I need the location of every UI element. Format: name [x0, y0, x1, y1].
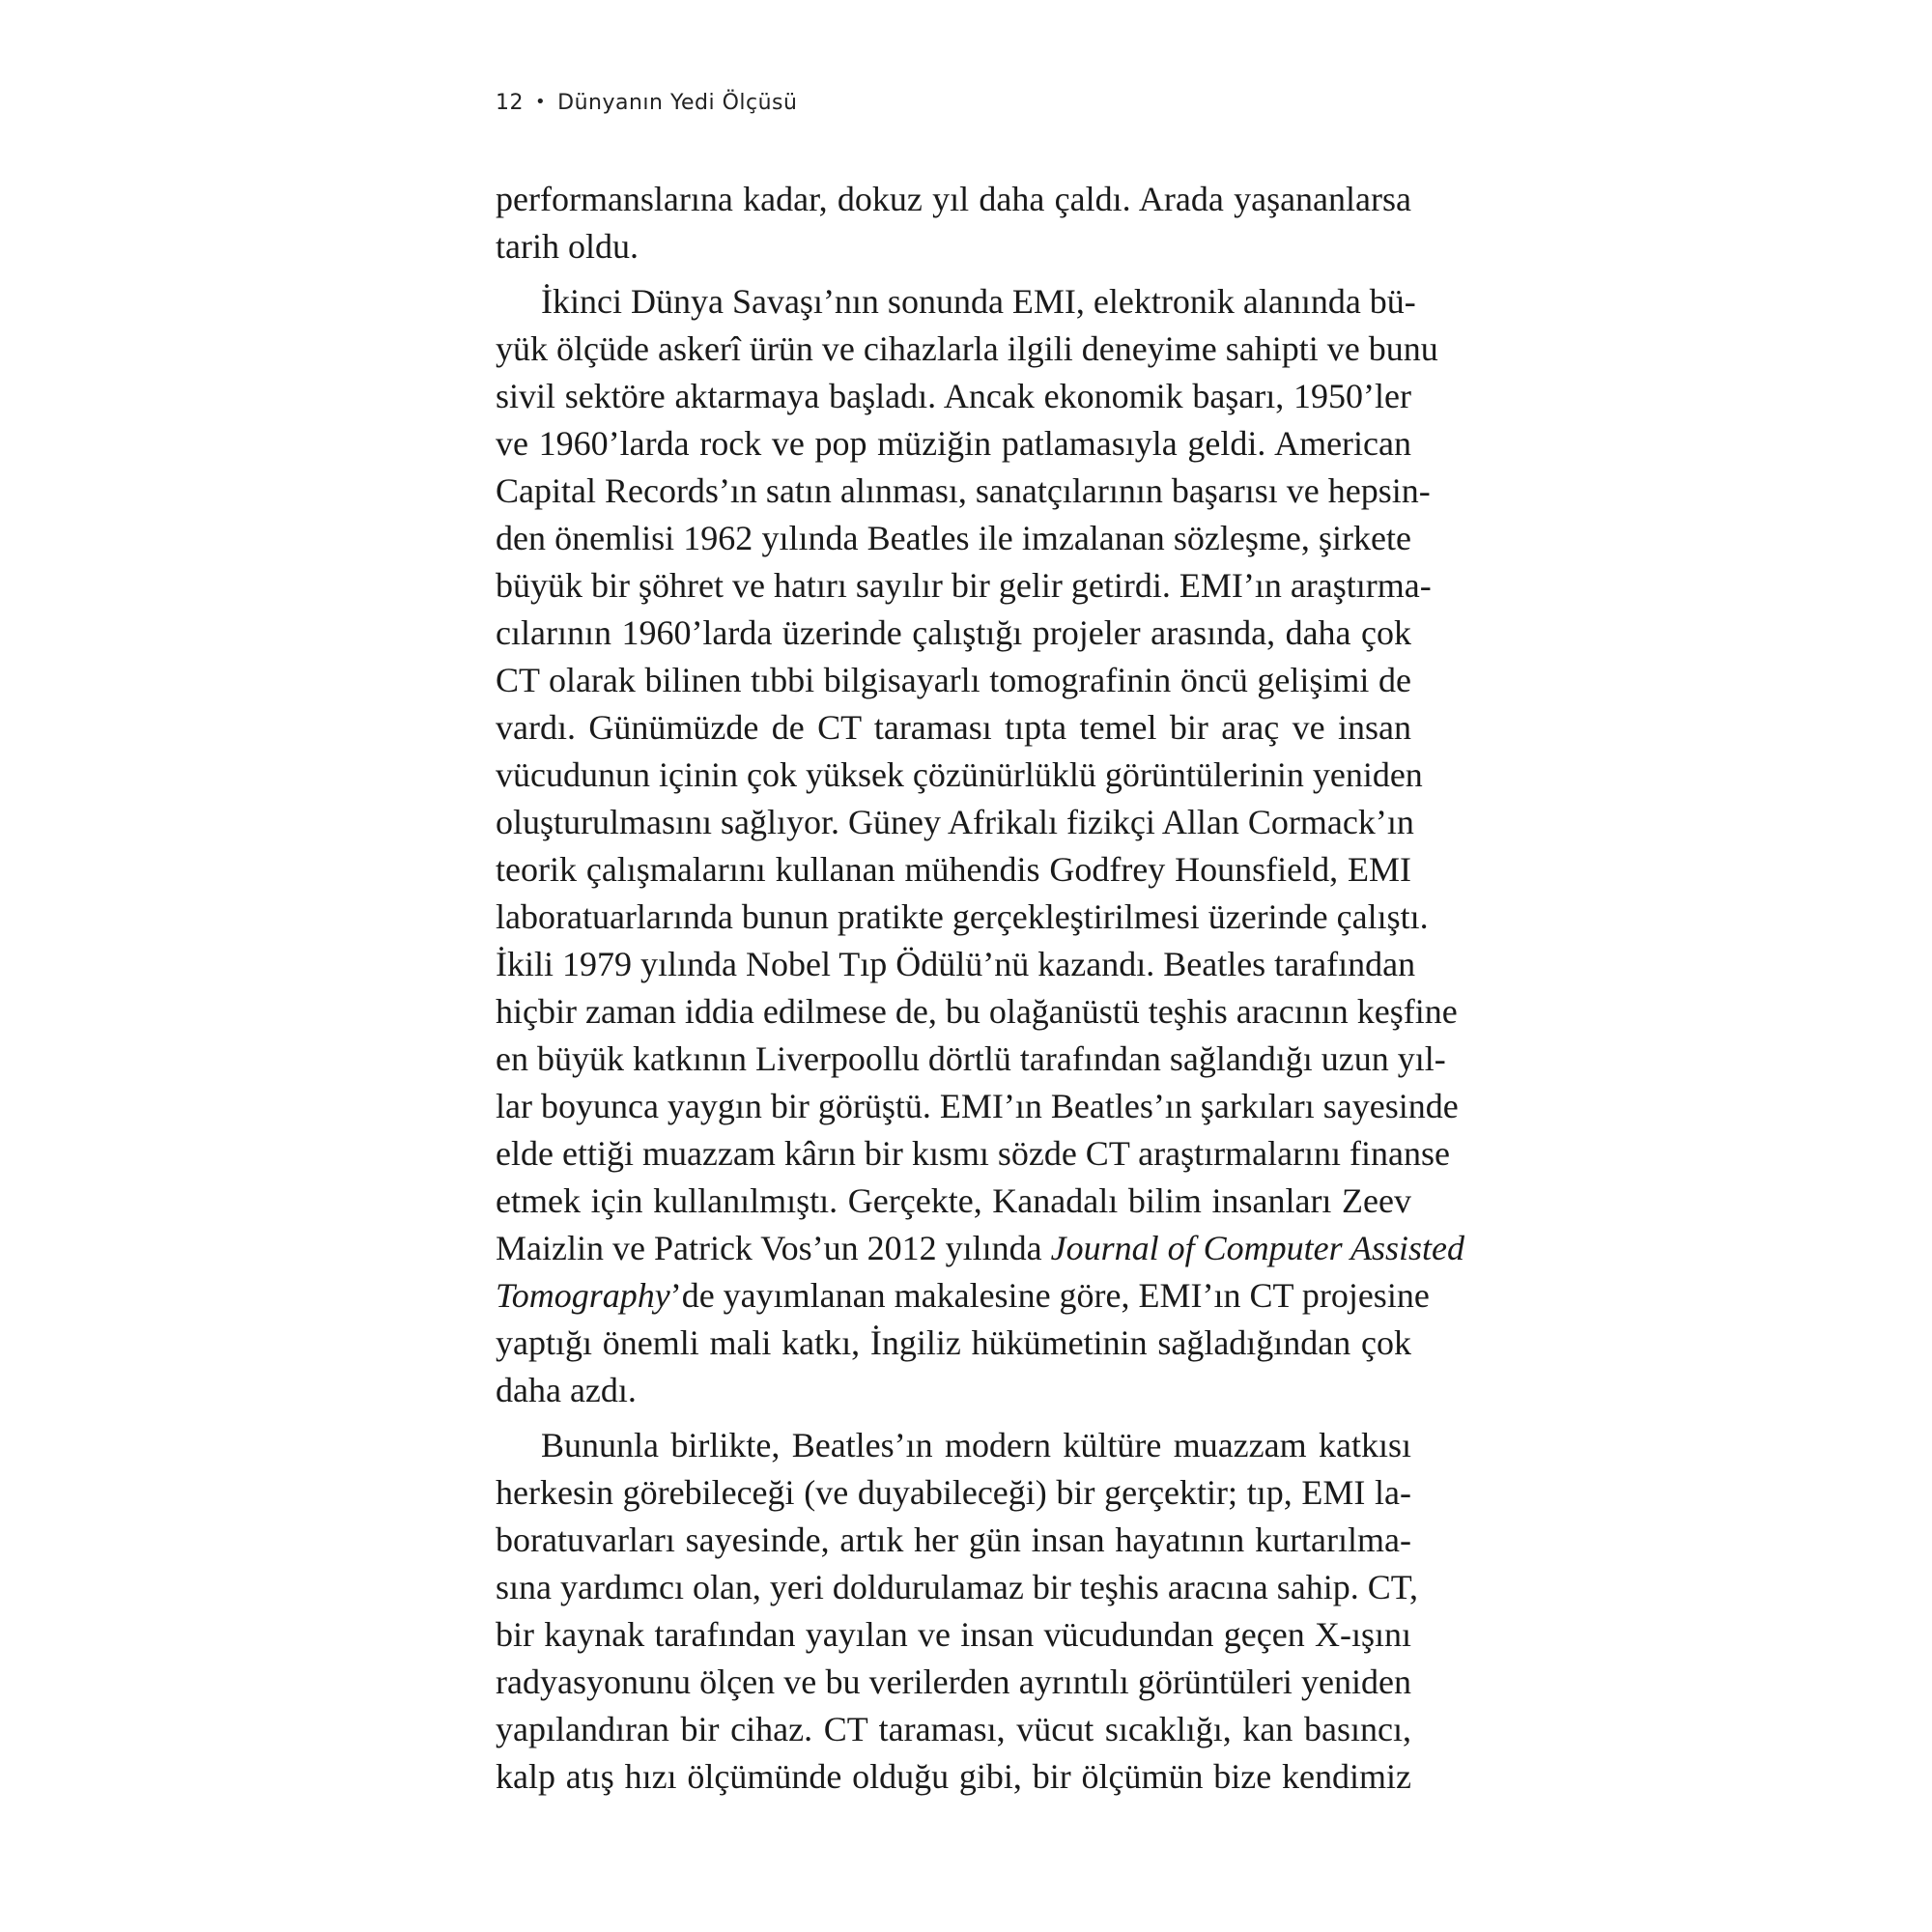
page-number: 12: [496, 91, 524, 115]
text-line: teorik çalışmalarını kullanan mühendis Godfrey Hounsfield, EMI: [496, 850, 1411, 889]
text-line: radyasyonunu ölçen ve bu verilerden ayrıntılı görüntüleri yeniden: [496, 1662, 1411, 1701]
text-line: İkili 1979 yılında Nobel Tıp Ödülü’nü kazandı. Beatles tarafından: [496, 945, 1416, 983]
body-text: [496, 176, 1464, 1801]
text-line: laboratuarlarında bunun pratikte gerçekleştirilmesi üzerinde çalıştı.: [496, 897, 1429, 936]
text-line: sına yardımcı olan, yeri doldurulamaz bir teşhis aracına sahip. CT,: [496, 1568, 1419, 1606]
journal-title: Tomography: [496, 1276, 670, 1315]
text-fragment: ’de yayımlanan makalesine göre, EMI’ın CT projesine: [669, 1276, 1430, 1315]
text-line: cılarının 1960’larda üzerinde çalıştığı projeler arasında, daha çok: [496, 613, 1411, 652]
text-line: etmek için kullanılmıştı. Gerçekte, Kanadalı bilim insanları Zeev: [496, 1181, 1411, 1220]
text-line: en büyük katkının Liverpoollu dörtlü tarafından sağlandığı uzun yıl-: [496, 1039, 1446, 1078]
text-line: vardı. Günümüzde de CT taraması tıpta temel bir araç ve insan: [496, 708, 1411, 747]
text-line: daha azdı.: [496, 1371, 637, 1409]
paragraph-2: [496, 278, 1464, 1414]
paragraph-1: [496, 176, 1411, 270]
text-line: Capital Records’ın satın alınması, sanatçılarının başarısı ve hepsin-: [496, 471, 1431, 510]
book-title: Dünyanın Yedi Ölçüsü: [557, 91, 798, 115]
text-line: lar boyunca yaygın bir görüştü. EMI’ın Beatles’ın şarkıları sayesinde: [496, 1087, 1459, 1125]
text-line-with-journal-title: [496, 1272, 1430, 1320]
text-line: den önemlisi 1962 yılında Beatles ile imzalanan sözleşme, şirkete: [496, 519, 1411, 557]
text-line: ve 1960’larda rock ve pop müziğin patlamasıyla geldi. American: [496, 424, 1411, 463]
paragraph-3: [496, 1422, 1419, 1801]
text-line: oluşturulmasını sağlıyor. Güney Afrikalı fizikçi Allan Cormack’ın: [496, 803, 1414, 841]
text-line: yapılandıran bir cihaz. CT taraması, vücut sıcaklığı, kan basıncı,: [496, 1710, 1411, 1748]
text-line: yaptığı önemli mali katkı, İngiliz hükümetinin sağladığından çok: [496, 1323, 1411, 1362]
text-line: CT olarak bilinen tıbbi bilgisayarlı tomografinin öncü gelişimi de: [496, 661, 1411, 699]
text-fragment: Maizlin ve Patrick Vos’un 2012 yılında: [496, 1229, 1042, 1267]
text-line: Bununla birlikte, Beatles’ın modern kültüre muazzam katkısı: [541, 1426, 1411, 1464]
text-line: sivil sektöre aktarmaya başladı. Ancak ekonomik başarı, 1950’ler: [496, 377, 1411, 415]
text-line: tarih oldu.: [496, 227, 639, 266]
text-line: bir kaynak tarafından yayılan ve insan vücudundan geçen X-ışını: [496, 1615, 1411, 1654]
separator-bullet: •: [535, 92, 547, 112]
text-line: performanslarına kadar, dokuz yıl daha çaldı. Arada yaşananlarsa: [496, 180, 1411, 218]
text-line: yük ölçüde askerî ürün ve cihazlarla ilgili deneyime sahipti ve bunu: [496, 329, 1438, 368]
journal-title: Journal of Computer Assisted: [1050, 1229, 1464, 1267]
text-line: vücudunun içinin çok yüksek çözünürlüklü görüntülerinin yeniden: [496, 755, 1423, 794]
text-line: kalp atış hızı ölçümünde olduğu gibi, bir ölçümün bize kendimiz: [496, 1757, 1411, 1796]
running-head: [496, 91, 797, 115]
text-line-with-journal-title: [496, 1225, 1464, 1272]
text-line: elde ettiği muazzam kârın bir kısmı sözde CT araştırmalarını finanse: [496, 1134, 1451, 1173]
text-line: büyük bir şöhret ve hatırı sayılır bir gelir getirdi. EMI’ın araştırma-: [496, 566, 1432, 605]
text-line: boratuvarları sayesinde, artık her gün insan hayatının kurtarılma-: [496, 1520, 1411, 1559]
text-line: herkesin görebileceği (ve duyabileceği) bir gerçektir; tıp, EMI la-: [496, 1473, 1411, 1512]
text-line: hiçbir zaman iddia edilmese de, bu olağanüstü teşhis aracının keşfine: [496, 992, 1458, 1031]
text-line: İkinci Dünya Savaşı’nın sonunda EMI, elektronik alanında bü-: [541, 282, 1416, 321]
